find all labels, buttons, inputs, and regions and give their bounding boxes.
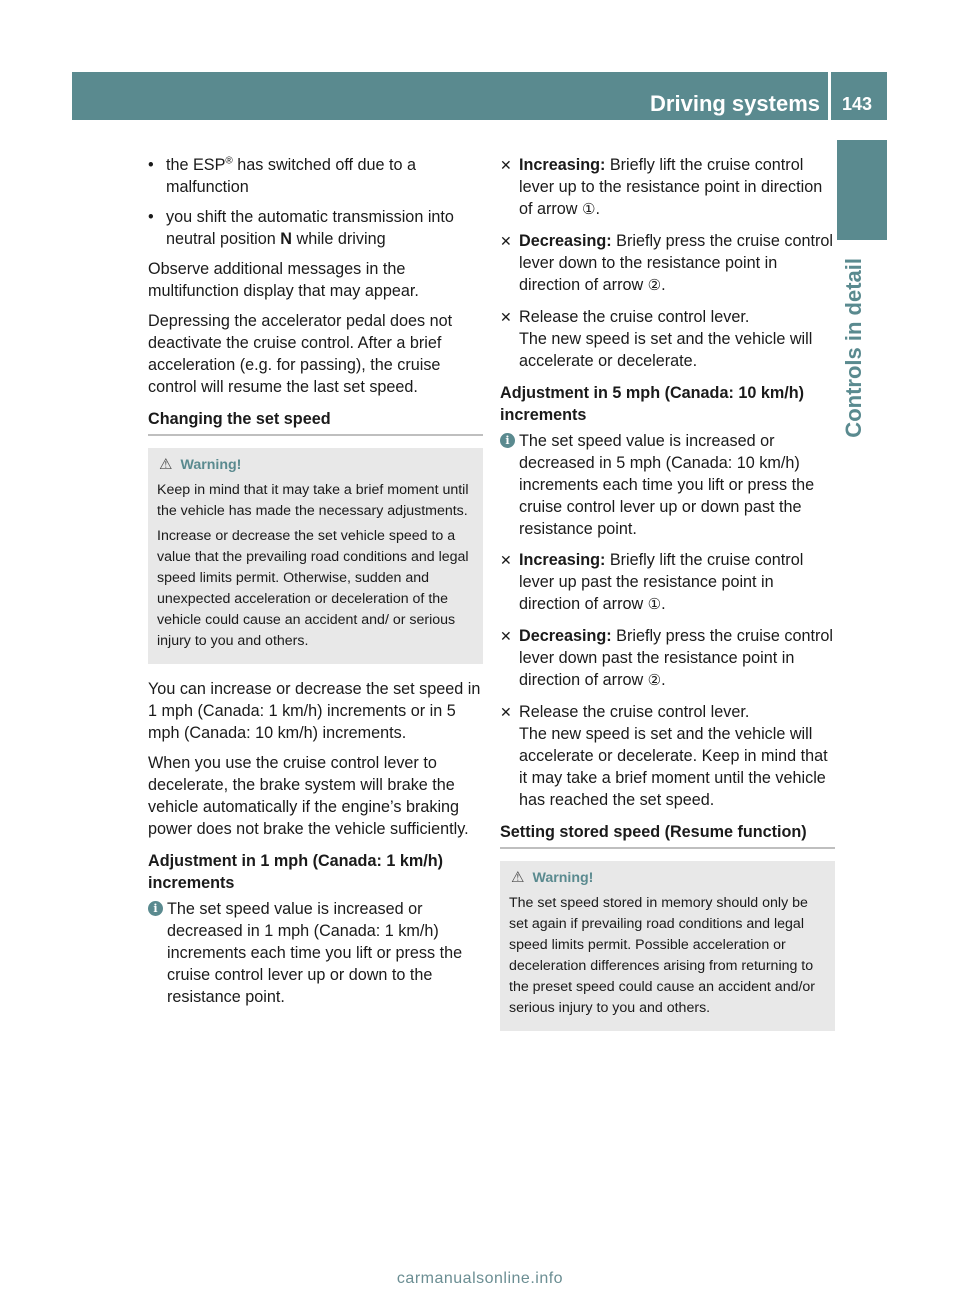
subsection-title: Adjustment in 1 mph (Canada: 1 km/h) increments [148,852,444,892]
warning-text: The set speed stored in memory should only be set again if prevailing road conditions and legal speed limits permit. Possible acceleration or deceleration differences arising from returning to the preset speed could cause an accident and/or serious injury to you and others. [509,895,816,1016]
warning-triangle-icon: ⚠ [511,869,525,886]
paragraph: Observe additional messages in the multifunction display that may appear. [148,260,419,300]
header-separator [828,72,831,120]
warning-triangle-icon: ⚠ [159,456,173,473]
left-column [148,154,483,1017]
step-item: ✕ Increasing: Briefly lift the cruise control lever up past the resistance point in direction of arrow ①. [500,551,804,613]
warning-title: Warning! [532,870,594,886]
chapter-title: Driving systems [650,91,820,116]
subsection-title: Adjustment in 5 mph (Canada: 10 km/h) increments [500,384,805,424]
section-title: Changing the set speed [148,408,483,436]
watermark: carmanualsonline.info [396,1270,564,1287]
step-arrow-icon: ✕ [500,552,512,568]
step-arrow-icon: ✕ [500,233,512,249]
warning-text: Increase or decrease the set vehicle speed to a value that the prevailing road conditions and legal speed limits permit. Otherwise, sudden and unexpected acceleration or deceleration of the vehicle could cause an accident and/ or serious injury to you and others. [157,528,469,649]
warning-title: Warning! [180,457,242,473]
bullet-icon: • [148,208,154,226]
step-arrow-icon: ✕ [500,628,512,644]
step-arrow-icon: ✕ [500,157,512,173]
step-item: ✕ Increasing: Briefly lift the cruise control lever up to the resistance point in direction of arrow ①. [500,156,823,218]
bullet-item: • you shift the automatic transmission into neutral position N while driving [148,208,454,248]
step-item: ✕ Decreasing: Briefly press the cruise control lever down to the resistance point in direction of arrow ②. [500,232,833,294]
right-column [500,154,835,1045]
step-item: ✕ Release the cruise control lever. The new speed is set and the vehicle will accelerate or decelerate. [500,308,813,370]
section-title: Setting stored speed (Resume function) [500,821,835,849]
info-icon: i [148,901,163,916]
bullet-item: • the ESP® has switched off due to a malfunction [148,155,417,196]
step-item: ✕ Release the cruise control lever. The new speed is set and the vehicle will accelerate or decelerate. Keep in mind that it may take a brief moment until the vehicle has reached the set speed. [500,703,828,809]
info-note: i The set speed value is increased or decreased in 5 mph (Canada: 10 km/h) increments each time you lift or press the cruise control lever up or down past the resistance point. [500,430,835,540]
info-icon: i [500,433,515,448]
side-tab [837,140,887,240]
warning-box [148,448,483,664]
step-arrow-icon: ✕ [500,309,512,325]
side-section-label: Controls in detail [841,258,866,438]
bullet-icon: • [148,156,154,174]
paragraph: You can increase or decrease the set speed in 1 mph (Canada: 1 km/h) increments or in 5 mph (Canada: 10 km/h) increments. [148,680,481,742]
page-number: 143 [842,94,873,114]
paragraph: Depressing the accelerator pedal does not deactivate the cruise control. After a brief acceleration (e.g. for passing), the cruise control will resume the last set speed. [148,312,453,396]
step-arrow-icon: ✕ [500,704,512,720]
info-note: i The set speed value is increased or decreased in 1 mph (Canada: 1 km/h) increments each time you lift or press the cruise control lever up or down to the resistance point. [148,898,483,1008]
warning-text: Keep in mind that it may take a brief moment until the vehicle has made the necessary adjustments. [157,482,469,519]
step-item: ✕ Decreasing: Briefly press the cruise control lever down past the resistance point in direction of arrow ②. [500,627,833,689]
warning-box [500,861,835,1031]
paragraph: When you use the cruise control lever to decelerate, the brake system will brake the vehicle automatically if the engine’s braking power does not brake the vehicle sufficiently. [148,754,469,838]
